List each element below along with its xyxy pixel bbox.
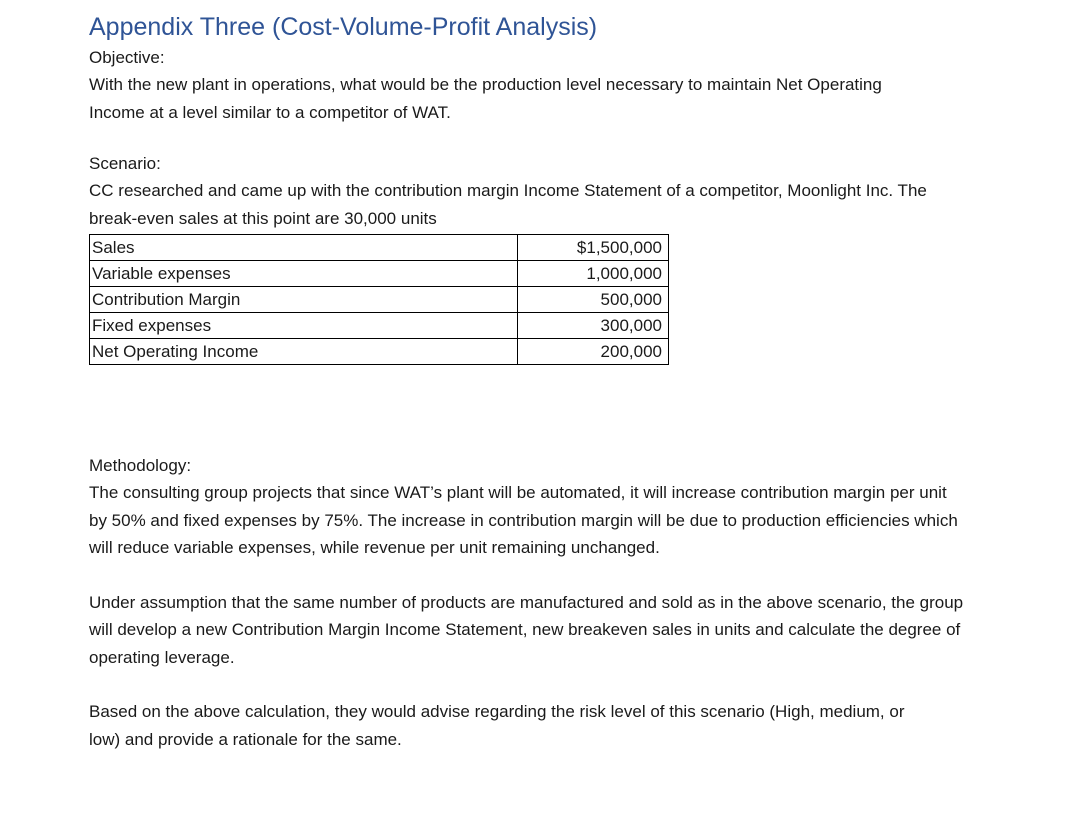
row-label: Fixed expenses — [90, 313, 518, 339]
row-value: 300,000 — [518, 313, 669, 339]
table-row — [90, 339, 669, 365]
income-statement-table — [89, 234, 669, 365]
row-value: 1,000,000 — [518, 261, 669, 287]
row-label: Contribution Margin — [90, 287, 518, 313]
row-label: Variable expenses — [90, 261, 518, 287]
methodology-paragraph: The consulting group projects that since WAT’s plant will be automated, it will increase contribution margin per unit by 50% and fixed expenses by 75%. The increase in contribution margin will be due to production efficiencies which will reduce variable expenses, while revenue per unit remaining unchanged. — [89, 483, 958, 557]
row-label: Sales — [90, 235, 518, 261]
row-value: 200,000 — [518, 339, 669, 365]
spacer — [89, 365, 1049, 452]
methodology-paragraph: Based on the above calculation, they would advise regarding the risk level of this scenario (High, medium, or low) and provide a rationale for the same. — [89, 702, 905, 749]
document-page — [89, 10, 1049, 753]
table-row — [90, 261, 669, 287]
scenario-label: Scenario: — [89, 154, 161, 173]
spacer — [89, 126, 1049, 150]
document-title: Appendix Three (Cost-Volume-Profit Analysis) — [89, 13, 598, 41]
table-row — [90, 313, 669, 339]
spacer — [89, 671, 1049, 698]
table-row — [90, 287, 669, 313]
spacer — [89, 562, 1049, 589]
methodology-paragraph: Under assumption that the same number of products are manufactured and sold as in the above scenario, the group will develop a new Contribution Margin Income Statement, new breakeven sales in units and calculate the degree of operating leverage. — [89, 592, 964, 667]
row-value: $1,500,000 — [518, 235, 669, 261]
row-label: Net Operating Income — [90, 339, 518, 365]
objective-text: With the new plant in operations, what would be the production level necessary to maintain Net Operating Income at a level similar to a competitor of WAT. — [89, 75, 882, 122]
row-value: 500,000 — [518, 287, 669, 313]
table-row — [90, 235, 669, 261]
scenario-text: CC researched and came up with the contribution margin Income Statement of a competitor, Moonlight Inc. The break-even sales at this point are 30,000 units — [89, 181, 927, 228]
methodology-label: Methodology: — [89, 456, 192, 475]
objective-label: Objective: — [89, 48, 165, 67]
